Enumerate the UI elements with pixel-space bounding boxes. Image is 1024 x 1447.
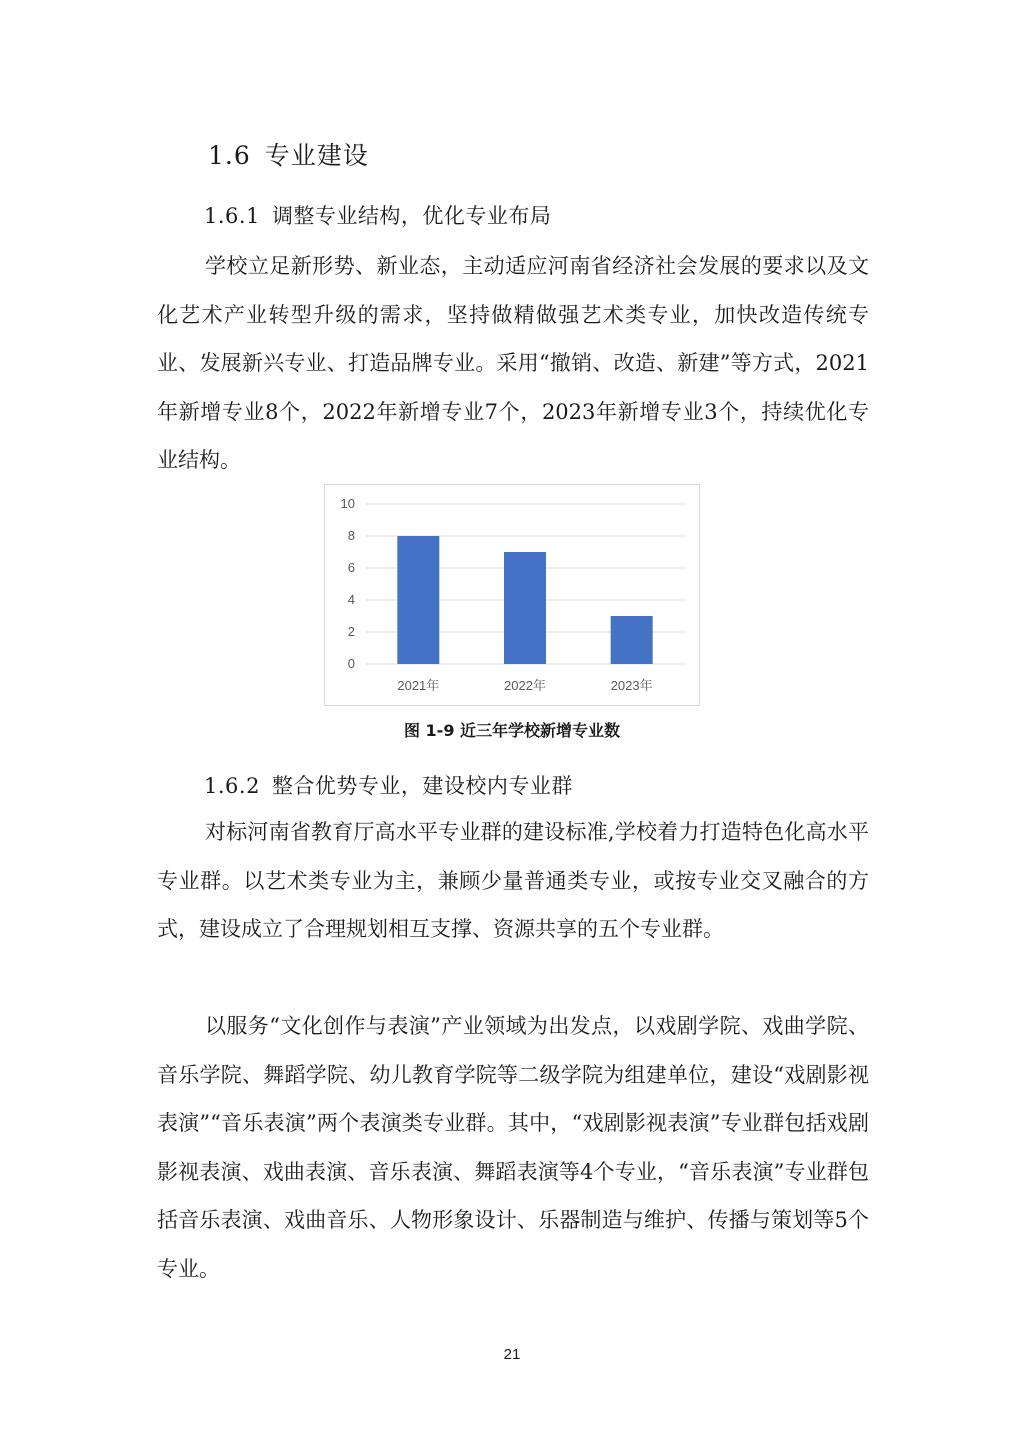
y-tick-label-5: 10: [340, 496, 355, 511]
y-tick-label-0: 0: [347, 656, 355, 671]
section-title: 专业建设: [264, 141, 369, 170]
section-number: 1.6: [208, 141, 251, 170]
paragraph-benchmark: 对标河南省教育厅高水平专业群的建设标准,学校着力打造特色化高水平专业群。以艺术类专业为主，兼顾少量普通类专业，或按专业交叉融合的方式，建设成立了合理规划相互支撑、资源共享的五个专业群。: [157, 820, 869, 941]
x-tick-label-0: 2021年: [397, 678, 440, 693]
subsection-1-title: 调整专业结构，优化专业布局: [271, 204, 552, 228]
page-number: 21: [503, 1346, 521, 1363]
y-tick-label-3: 6: [347, 560, 355, 575]
subsection-1-number: 1.6.1: [204, 204, 260, 228]
subsection-2-number: 1.6.2: [204, 774, 260, 798]
figure-caption: 图 1-9 近三年学校新增专业数: [403, 721, 621, 740]
bar-2: [611, 616, 653, 664]
section-heading: [208, 136, 369, 172]
paragraph-structure: 学校立足新形势、新业态，主动适应河南省经济社会发展的要求以及文化艺术产业转型升级的需求，坚持做精做强艺术类专业，加快改造传统专业、发展新兴专业、打造品牌专业。采用“撤销、改造、新建”等方式，2021年新增专业8个，2022年新增专业7个，2023年新增专业3个，持续优化专业结构。: [157, 254, 869, 472]
bar-1: [504, 552, 546, 664]
new-majors-chart: [324, 484, 700, 706]
y-tick-label-4: 8: [347, 528, 355, 543]
subsection-heading-2: [204, 770, 573, 800]
bar-chart-svg: [325, 485, 699, 705]
subsection-heading-1: [204, 200, 551, 230]
y-tick-label-2: 4: [347, 592, 355, 607]
bar-0: [397, 536, 439, 664]
subsection-2-title: 整合优势专业，建设校内专业群: [271, 774, 573, 798]
x-tick-label-1: 2022年: [504, 678, 546, 693]
x-tick-label-2: 2023年: [610, 678, 653, 693]
paragraph-performance-groups: 以服务“文化创作与表演”产业领域为出发点，以戏剧学院、戏曲学院、音乐学院、舞蹈学院、幼儿教育学院等二级学院为组建单位，建设“戏剧影视表演”“音乐表演”两个表演类专业群。其中，“戏剧影视表演”专业群包括戏剧影视表演、戏曲表演、音乐表演、舞蹈表演等4个专业，“音乐表演”专业群包括音乐表演、戏曲音乐、人物形象设计、乐器制造与维护、传播与策划等5个专业。: [157, 1014, 869, 1281]
y-tick-label-1: 2: [347, 624, 355, 639]
